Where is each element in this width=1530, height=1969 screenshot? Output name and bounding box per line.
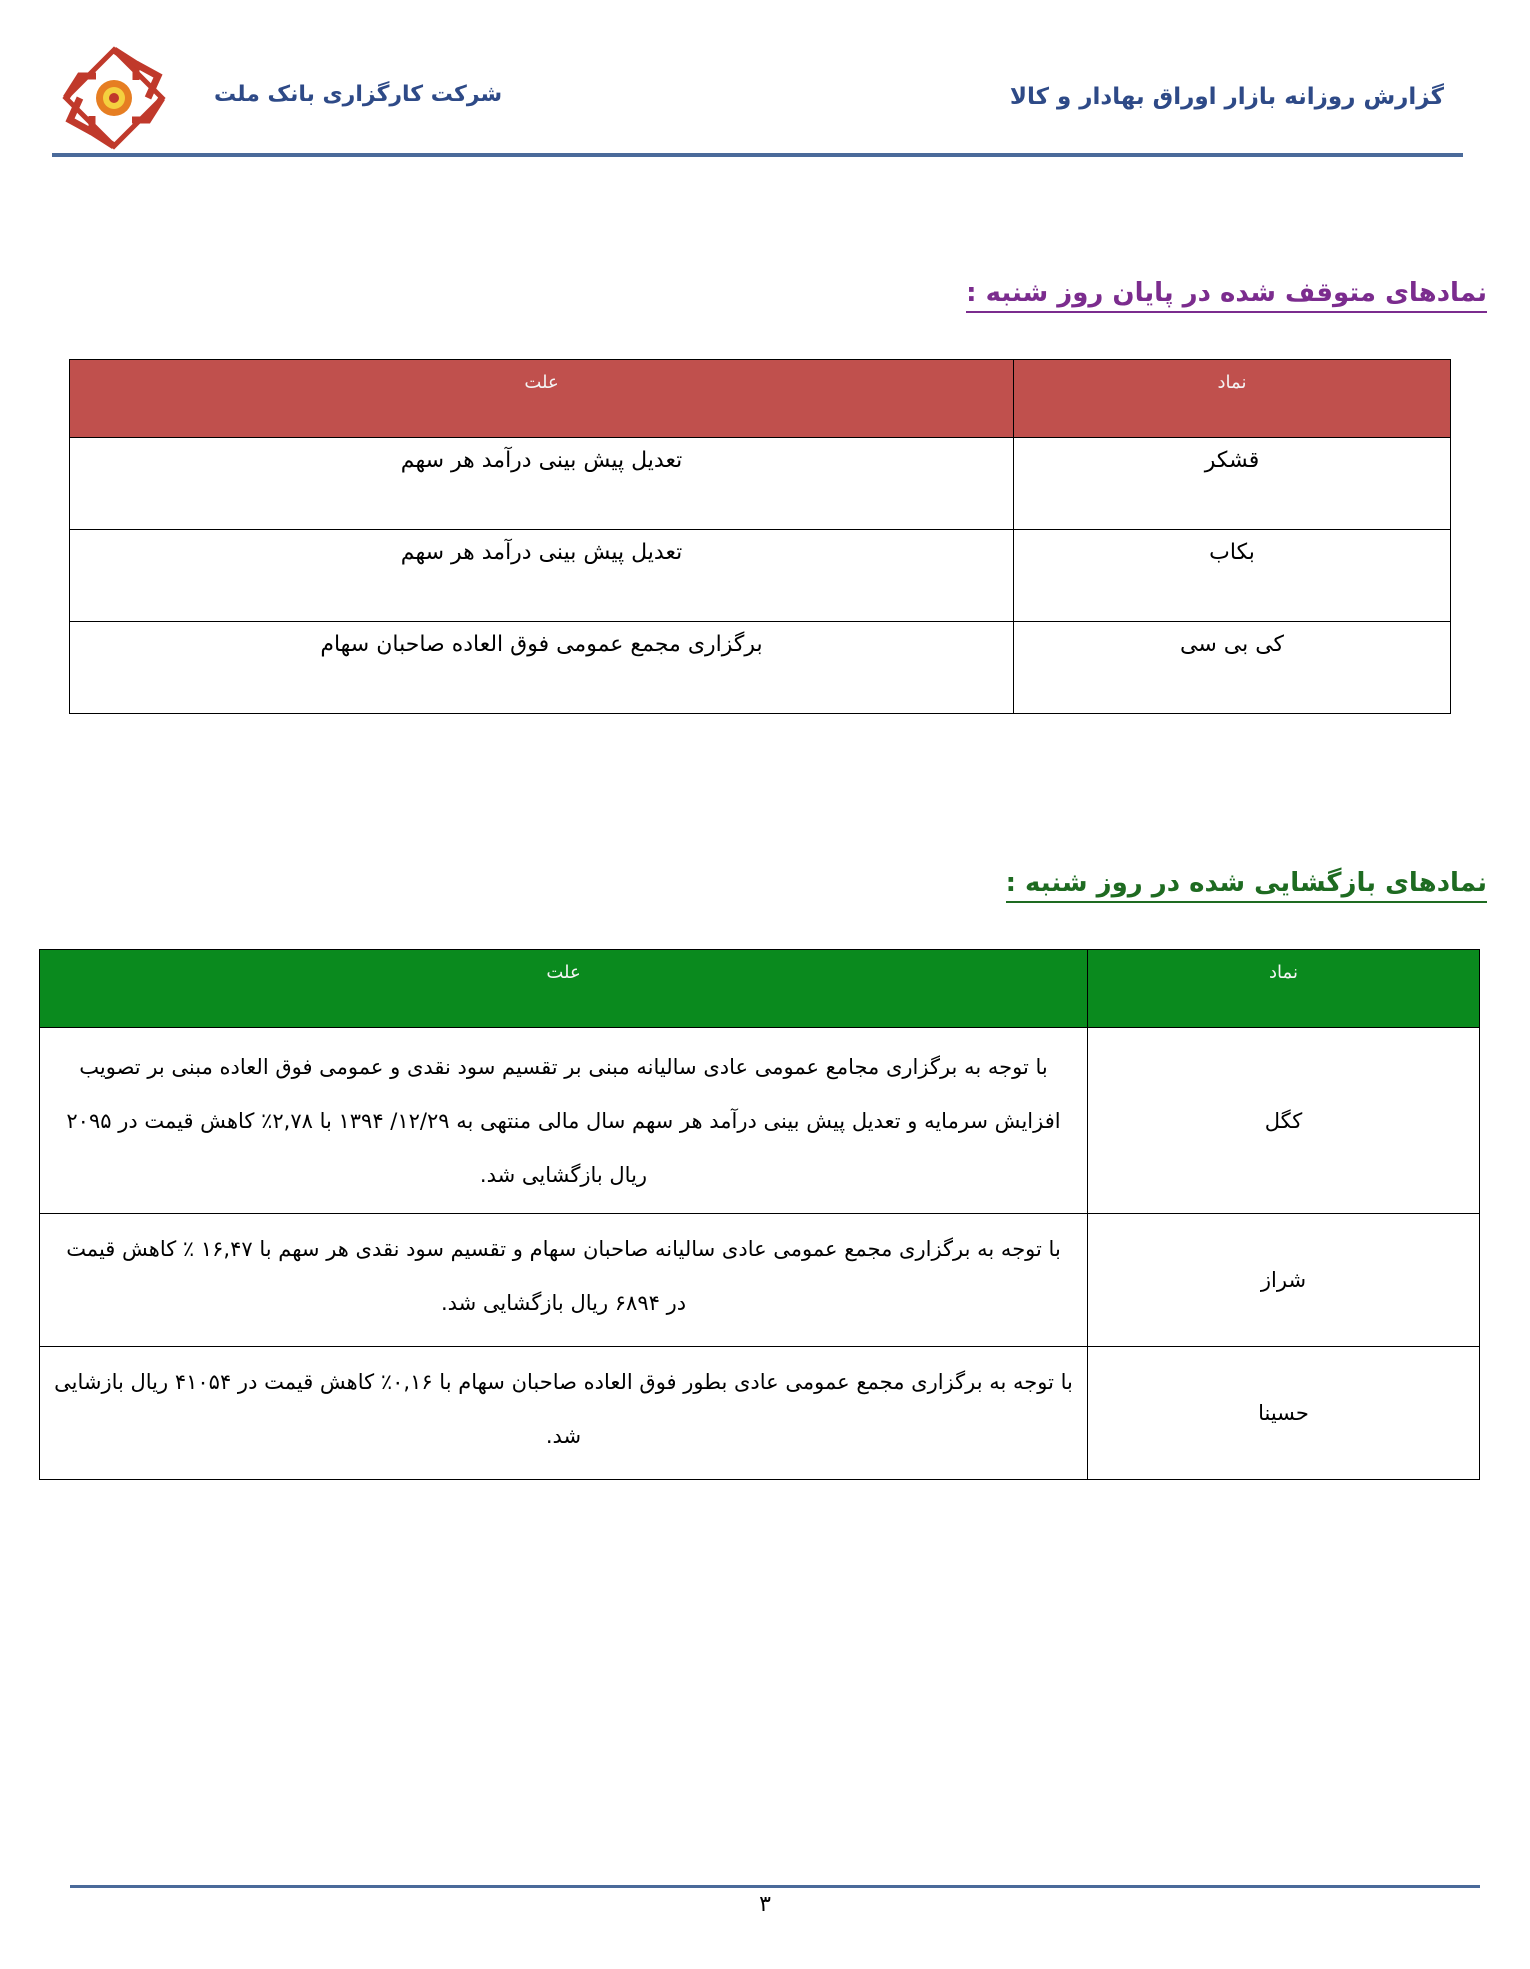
reason-cell: تعدیل پیش بینی درآمد هر سهم — [70, 530, 1014, 622]
table-header-row — [70, 360, 1451, 438]
footer-divider — [70, 1885, 1480, 1888]
report-title: گزارش روزانه بازار اوراق بهادار و کالا — [1009, 84, 1444, 110]
table-header-row — [40, 950, 1480, 1028]
column-header-symbol: نماد — [1088, 950, 1480, 1028]
symbol-cell: کی بی سی — [1014, 622, 1451, 714]
column-header-symbol: نماد — [1014, 360, 1451, 438]
table-row — [70, 438, 1451, 530]
halted-section-title: نمادهای متوقف شده در پایان روز شنبه : — [966, 278, 1487, 313]
reason-cell: برگزاری مجمع عمومی فوق العاده صاحبان سهام — [70, 622, 1014, 714]
reopened-symbols-table — [39, 949, 1480, 1480]
column-header-reason: علت — [40, 950, 1088, 1028]
table-row — [70, 530, 1451, 622]
table-row — [40, 1347, 1480, 1480]
table-row — [40, 1214, 1480, 1347]
reason-cell: با توجه به برگزاری مجمع عمومی عادی بطور فوق العاده صاحبان سهام با ۰,۱۶٪ کاهش قیمت در ۴۱۰۵۴ ریال بازشایی شد. — [40, 1347, 1088, 1480]
symbol-cell: حسینا — [1088, 1347, 1480, 1480]
reason-cell: با توجه به برگزاری مجمع عمومی عادی سالیانه صاحبان سهام و تقسیم سود نقدی هر سهم با ۱۶,۴۷ ٪ کاهش قیمت در ۶۸۹۴ ریال بازگشایی شد. — [40, 1214, 1088, 1347]
symbol-cell: شراز — [1088, 1214, 1480, 1347]
bank-mellat-logo-icon — [62, 46, 166, 150]
reason-cell: با توجه به برگزاری مجامع عمومی عادی سالیانه مبنی بر تقسیم سود نقدی و عمومی فوق العاده مبنی بر تصویب افزایش سرمایه و تعدیل پیش بینی درآمد هر سهم سال مالی منتهی به ۱۲/۲۹/ ۱۳۹۴ با ۲,۷۸٪ کاهش قیمت در ۲۰۹۵ ریال بازگشایی شد. — [40, 1028, 1088, 1214]
page-number: ۳ — [759, 1892, 771, 1917]
column-header-reason: علت — [70, 360, 1014, 438]
symbol-cell: بکاب — [1014, 530, 1451, 622]
halted-symbols-table — [69, 359, 1451, 714]
table-row — [40, 1028, 1480, 1214]
reason-cell: تعدیل پیش بینی درآمد هر سهم — [70, 438, 1014, 530]
reopened-section-title: نمادهای بازگشایی شده در روز شنبه : — [1006, 868, 1487, 903]
symbol-cell: قشکر — [1014, 438, 1451, 530]
company-name: شرکت کارگزاری بانک ملت — [214, 82, 503, 107]
symbol-cell: کگل — [1088, 1028, 1480, 1214]
table-row — [70, 622, 1451, 714]
header-divider — [52, 153, 1463, 157]
